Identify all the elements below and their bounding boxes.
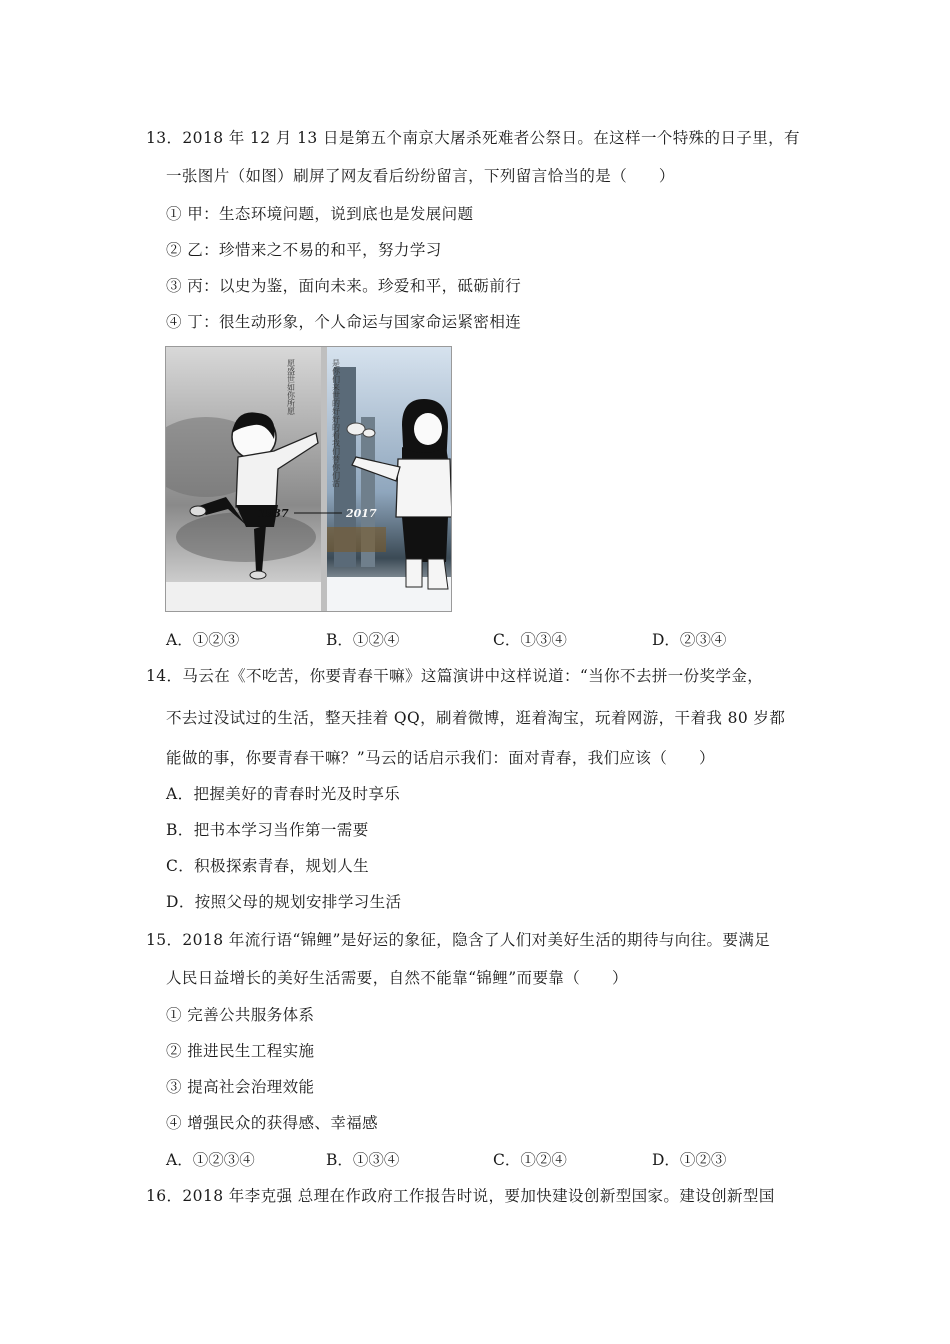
q13-option-c[interactable]: C．①③④ — [493, 631, 567, 649]
q14-stem-line3: 能做的事，你要青春干嘛？”马云的话启示我们：面对青春，我们应该（ ） — [166, 749, 715, 767]
q15-stem-line2: 人民日益增长的美好生活需要，自然不能靠“锦鲤”而要靠（ ） — [166, 969, 628, 987]
q14-option-c[interactable]: C．积极探索青春，规划人生 — [166, 857, 370, 875]
q15-item-4: ④ 增强民众的获得感、幸福感 — [166, 1114, 379, 1132]
q14-option-b[interactable]: B．把书本学习当作第一需要 — [166, 821, 369, 839]
q15-option-b[interactable]: B．①③④ — [326, 1151, 400, 1169]
q13-item-3: ③ 丙：以史为鉴，面向未来。珍爱和平，砥砺前行 — [166, 277, 522, 295]
figure-year-2017: 2017 — [346, 507, 377, 520]
q13-stem-line1: 13．2018 年 12 月 13 日是第五个南京大屠杀死难者公祭日。在这样一个特殊的日子里，有 — [146, 129, 800, 147]
q14-option-a[interactable]: A．把握美好的青春时光及时享乐 — [166, 785, 401, 803]
q16-stem-line1: 16．2018 年李克强 总理在作政府工作报告时说，要加快建设创新型国家。建设创新型国 — [146, 1187, 775, 1205]
q13-option-d[interactable]: D．②③④ — [652, 631, 727, 649]
q14-stem-line2: 不去过没试过的生活，整天挂着 QQ，刷着微博，逛着淘宝，玩着网游，干着我 80 岁都 — [166, 709, 786, 727]
q13-item-4: ④ 丁：很生动形象，个人命运与国家命运紧密相连 — [166, 313, 522, 331]
q13-option-b[interactable]: B．①②④ — [326, 631, 400, 649]
figure-poem-right: 是你们来世的好好的看我们替你们活 — [331, 359, 341, 487]
q15-item-2: ② 推进民生工程实施 — [166, 1042, 315, 1060]
q15-option-c[interactable]: C．①②④ — [493, 1151, 567, 1169]
q15-stem-line1: 15．2018 年流行语“锦鲤”是好运的象征，隐含了人们对美好生活的期待与向往。要满足 — [146, 931, 771, 949]
q15-option-d[interactable]: D．①②③ — [652, 1151, 727, 1169]
q13-item-2: ② 乙：珍惜来之不易的和平，努力学习 — [166, 241, 442, 259]
q13-illustration — [165, 346, 452, 612]
figure-year-1937: 1937 — [258, 507, 289, 520]
q13-stem-line2: 一张图片（如图）刷屏了网友看后纷纷留言，下列留言恰当的是（ ） — [166, 167, 675, 185]
q15-item-3: ③ 提高社会治理效能 — [166, 1078, 315, 1096]
q13-option-a[interactable]: A．①②③ — [166, 631, 240, 649]
q14-stem-line1: 14．马云在《不吃苦，你要青春干嘛》这篇演讲中这样说道：“当你不去拼一份奖学金， — [146, 667, 764, 685]
figure-poem-left: 愿盛世如你所愿 — [286, 359, 296, 415]
q14-option-d[interactable]: D．按照父母的规划安排学习生活 — [166, 893, 402, 911]
q15-option-a[interactable]: A．①②③④ — [166, 1151, 255, 1169]
q15-item-1: ① 完善公共服务体系 — [166, 1006, 315, 1024]
q13-item-1: ① 甲：生态环境问题，说到底也是发展问题 — [166, 205, 474, 223]
